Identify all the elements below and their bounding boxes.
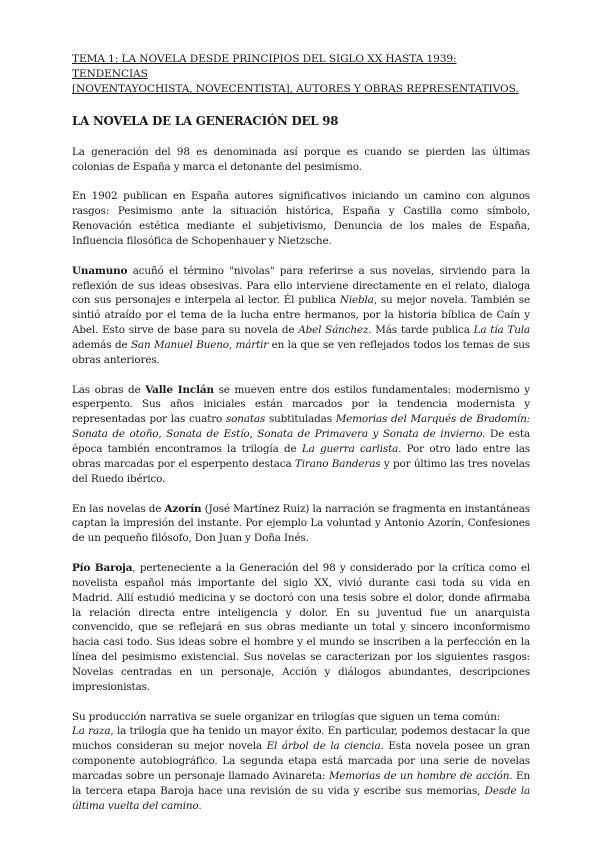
author-name-baroja: Pío Baroja [72, 561, 133, 574]
text-span: su mejor novela. También se sintió atraído por el tema de la lucha entre hermanos, por la historia bíblica de Caín y Abel. Esto sirve de base para su novela de [72, 294, 530, 337]
paragraph-trilogias: Su producción narrativa se suele organizar en trilogías que siguen un tema común: [72, 710, 501, 723]
text-span: En la tercera etapa Baroja hace una revisión de su vida y escribe sus memorias, [72, 770, 530, 798]
paragraph-rasgos: En 1902 publican en España autores significativos iniciando un camino con algunos rasgos: Pesimismo ante la situación histórica, España y Castilla como símbolo, Renovación estética mediante el subjetivismo, Denuncia de los males de España, Influencia filosófica de Schopenhauer y Nietzsche. [72, 190, 530, 248]
text-span: subtituladas [265, 413, 336, 426]
paragraph-valle-inclan [72, 383, 530, 487]
paragraph-azorin [72, 502, 530, 547]
paragraph-intro: La generación del 98 es denominada así porque es cuando se pierden las últimas colonias de España y marca el detonante del pesimismo. [72, 146, 530, 173]
work-title: La tía Tula [473, 324, 530, 337]
work-title: Desde la última vuelta del camino. [72, 785, 531, 812]
work-title: El árbol de la ciencia. [266, 740, 384, 753]
work-title: La guerra carlista. [301, 443, 402, 456]
paragraph-la-raza [72, 724, 530, 813]
document-title [72, 52, 530, 97]
text-span: Las obras de [72, 383, 146, 396]
title-line-1: TEMA 1: LA NOVELA DESDE PRINCIPIOS DEL SIGLO XX HASTA 1939: TENDENCIAS [72, 53, 457, 80]
text-span: , perteneciente a la Generación del 98 y considerado por la crítica como el novelista español más importante del siglo XX, vivió durante casi toda su vida en Madrid. Allí estudió medicina y se doctoró con una tesis sobre el dolor, donde afirmaba la relación directa entre inteligencia y dolor. En su juventud fue un anarquista convencido, que se reflejará en sus obras mediante un total y sincero inconformismo hacia casi todo. Sus ideas sobre el hombre y el mundo se inscriben a la perfección en la línea del pesimismo existencial. Sus novelas se caracterizan por los siguientes rasgos: Novelas centradas en un personaje, Acción y diálogos abundantes, descripciones impresionistas. [72, 561, 530, 694]
author-name-azorin: Azorín [164, 502, 202, 515]
text-span: Esta novela posee un gran componente autobiográfico. La segunda etapa está marcada por una serie de novelas marcadas sobre un personaje llamado Avinareta: [72, 740, 530, 783]
work-title: Memorias de un hombre de acción. [328, 770, 513, 783]
text-span: además de [72, 339, 131, 352]
work-title: Tirano Banderas [294, 458, 381, 471]
work-title: sonatas [225, 413, 266, 426]
author-name-unamuno: Unamuno [72, 264, 128, 277]
work-title: Memorias del Marqués de Bradomín: Sonata de otoño, Sonata de Estío, Sonata de Primavera y Sonata de invierno. [72, 413, 530, 441]
text-span: en la que se ven reflejados todos los temas de sus obras anteriores. [72, 339, 530, 367]
paragraph-baroja [72, 561, 530, 695]
text-span: Más tarde publica [371, 324, 474, 337]
author-name-valle-inclan: Valle Inclán [145, 383, 214, 396]
work-title: San Manuel Bueno, mártir [130, 339, 269, 352]
work-title: Abel Sánchez. [298, 324, 372, 337]
text-span: En las novelas de [72, 502, 165, 515]
section-heading: LA NOVELA DE LA GENERACIÓN DEL 98 [72, 114, 339, 128]
text-span: y por último las tres novelas del Ruedo ibérico. [72, 458, 530, 485]
text-span: acuñó el término "nivolas" para referirse a sus novelas, sirviendo para la reflexión de sus ideas obsesivas. Para ello interviene directamente en el relato, dialoga con sus personajes e interpela al lector. Él publica [72, 264, 530, 307]
text-span: De esta época también encontramos la trilogía de [72, 428, 530, 456]
text-span: (José Martínez Ruiz) la narración se fragmenta en instantáneas captan la impresión del instante. Por ejemplo La voluntad y Antonio Azorín, Confesiones de un pequeño filósofo, Don Juan y Doña Inés. [72, 502, 530, 545]
paragraph-unamuno [72, 264, 530, 368]
work-title: Niebla, [339, 294, 377, 307]
title-line-2: [NOVENTAYOCHISTA, NOVECENTISTA], AUTORES Y OBRAS REPRESENTATIVOS. [72, 83, 519, 95]
text-span: se mueven entre dos estilos fundamentales: modernismo y esperpento. Sus años iniciales están marcados por la tendencia modernista y representadas por las cuatro [72, 383, 531, 426]
work-title: La raza [72, 725, 111, 738]
text-span: Por otro lado entre las obras marcadas por el esperpento destaca [72, 443, 530, 471]
text-span: , la trilogía que ha tenido un mayor éxito. En particular, podemos destacar la que muchos consideran su mejor novela [72, 725, 530, 753]
